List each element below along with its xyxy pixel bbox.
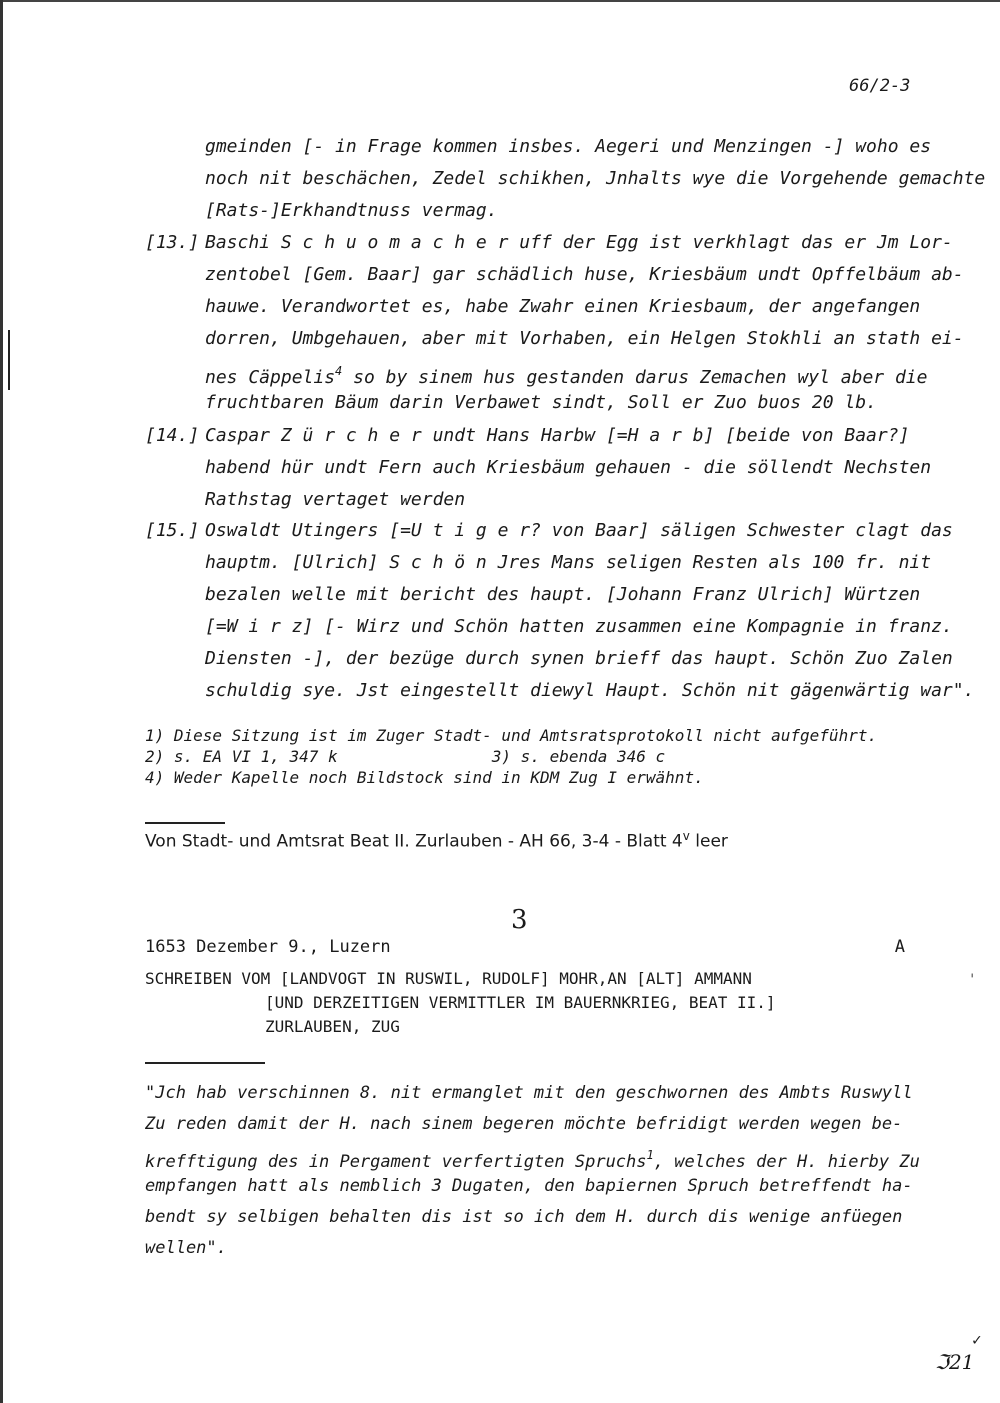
text-line: Baschi S c h u o m a c h e r uff der Egg ist verkhlagt das er Jm Lor- <box>205 232 953 253</box>
footnote-ref: 4 <box>335 364 343 378</box>
text-line: Rathstag vertaget werden <box>205 489 466 510</box>
heading-line: SCHREIBEN VOM [LANDVOGT IN RUSWIL, RUDOLF] MOHR,AN [ALT] AMMANN <box>145 969 752 988</box>
text-line: hauptm. [Ulrich] S c h ö n Jres Mans seligen Resten als 100 fr. nit <box>205 552 932 573</box>
document-date-line <box>145 937 905 957</box>
scan-border-left <box>0 0 3 1403</box>
text-line: bendt sy selbigen behalten dis ist so ich dem H. durch dis wenige anfüegen <box>145 1207 903 1227</box>
footnote: 1) Diese Sitzung ist im Zuger Stadt- und Amtsratsprotokoll nicht aufgeführt. <box>145 726 878 745</box>
handwritten-check-icon: ✓ <box>972 1330 982 1349</box>
source-tail: leer <box>689 831 728 852</box>
handwritten-stray-mark: ' <box>968 972 977 988</box>
text-line: zentobel [Gem. Baar] gar schädlich huse, Kriesbäum undt Opffelbäum ab- <box>205 264 964 285</box>
text-line: Zu reden damit der H. nach sinem begeren möchte befridigt werden wegen be- <box>145 1114 903 1134</box>
continuation-text <box>205 131 986 227</box>
text-line: schuldig sye. Jst eingestellt diewyl Haupt. Schön nit gägenwärtig war". <box>205 680 975 701</box>
text-line: noch nit beschächen, Zedel schikhen, Jnhalts wye die Vorgehende gemachte <box>205 168 986 189</box>
text-line: gmeinden [- in Frage kommen insbes. Aegeri und Menzingen -] woho es <box>205 136 932 157</box>
text-fragment: krefftigung des in Pergament verfertigten Spruchs <box>145 1152 647 1172</box>
entry-14 <box>205 420 932 516</box>
text-line: hauwe. Verandwortet es, habe Zwahr einen Kriesbaum, der angefangen <box>205 296 921 317</box>
text-line: "Jch hab verschinnen 8. nit ermanglet mit den geschwornen des Ambts Ruswyll <box>145 1083 913 1103</box>
entry-13 <box>205 227 964 419</box>
entry-number: [13.] <box>145 232 200 253</box>
source-line <box>145 829 728 852</box>
text-line: bezalen welle mit bericht des haupt. [Johann Franz Ulrich] Würtzen <box>205 584 921 605</box>
text-line: fruchtbaren Bäum darin Verbawet sindt, Soll er Zuo buos 20 lb. <box>205 392 877 413</box>
separator-rule <box>145 822 225 824</box>
scan-border-top <box>0 0 1000 2</box>
page-number: 66/2-3 <box>849 76 911 96</box>
text-line: Caspar Z ü r c h e r undt Hans Harbw [=H a r b] [beide von Baar?] <box>205 425 910 446</box>
footnote-ref: 1 <box>646 1148 654 1162</box>
document-date: 1653 Dezember 9., Luzern <box>145 937 391 957</box>
text-line: empfangen hatt als nemblich 3 Dugaten, den bapiernen Spruch betreffendt ha- <box>145 1176 913 1196</box>
footnote: 2) s. EA VI 1, 347 k 3) s. ebenda 346 c <box>145 747 666 766</box>
handwritten-folio-number: ℑ21 <box>935 1350 975 1374</box>
entry-15 <box>205 515 975 707</box>
entry-number: [15.] <box>145 520 200 541</box>
text-fragment: nes Cäppelis <box>205 367 336 388</box>
heading-line: ZURLAUBEN, ZUG <box>265 1017 400 1036</box>
source-sup: v <box>682 829 690 843</box>
text-line: wellen". <box>145 1238 227 1258</box>
text-line: Diensten -], der bezüge durch synen brieff das haupt. Schön Zuo Zalen <box>205 648 953 669</box>
document-marker: A <box>894 937 905 957</box>
document-heading <box>145 967 776 1039</box>
document-number: 3 <box>511 905 528 935</box>
text-line: Oswaldt Utingers [=U t i g e r? von Baar] säligen Schwester clagt das <box>205 520 953 541</box>
text-fragment: , welches der H. hierby Zu <box>653 1152 920 1172</box>
source-text: Von Stadt- und Amtsrat Beat II. Zurlauben - AH 66, 3-4 - Blatt 4 <box>145 831 683 852</box>
text-line: [=W i r z] [- Wirz und Schön hatten zusammen eine Kompagnie in franz. <box>205 616 953 637</box>
separator-rule <box>145 1062 265 1064</box>
entry-number: [14.] <box>145 425 200 446</box>
text-line: habend hür undt Fern auch Kriesbäum gehauen - die söllendt Nechsten <box>205 457 932 478</box>
footnotes <box>145 725 877 788</box>
text-fragment: so by sinem hus gestanden darus Zemachen wyl aber die <box>353 367 928 388</box>
text-line: [Rats-]Erkhandtnuss vermag. <box>205 200 498 221</box>
text-line <box>145 1140 920 1172</box>
text-line <box>205 355 928 388</box>
scan-artifact-mark <box>8 330 10 390</box>
text-line: dorren, Umbgehauen, aber mit Vorhaben, ein Helgen Stokhli an stath ei- <box>205 328 964 349</box>
letter-text <box>145 1078 920 1264</box>
footnote: 4) Weder Kapelle noch Bildstock sind in KDM Zug I erwähnt. <box>145 768 704 787</box>
heading-line: [UND DERZEITIGEN VERMITTLER IM BAUERNKRIEG, BEAT II.] <box>265 993 776 1012</box>
